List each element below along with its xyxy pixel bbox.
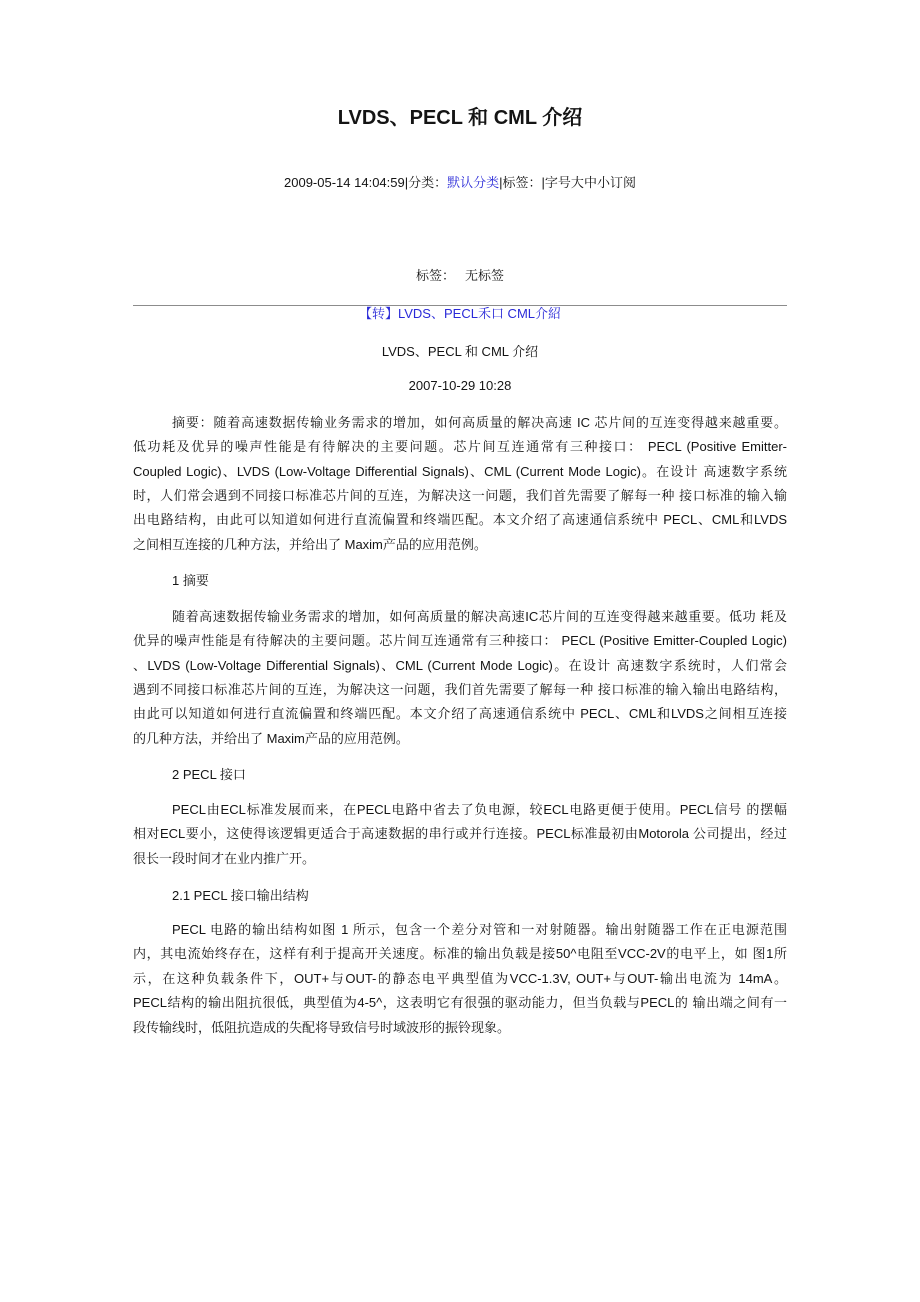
paragraph-line: 时，人们常会遇到不同接口标准芯片间的互连，为解决这一问题，我们首先需要了解每一种 接口标准的输入输 xyxy=(133,488,787,504)
font-size-medium-option[interactable]: 中 xyxy=(583,175,597,190)
paragraph-line: PECL由ECL标准发展而来，在PECL电路中省去了负电源，较ECL电路更便于使用。PECL信号 的摆幅 xyxy=(172,801,787,817)
font-size-small-option[interactable]: 小 xyxy=(596,175,610,190)
paragraph-line: 内，其电流始终存在，这样有利于提高开关速度。标准的输出负载是接50^电阻至VCC-2V的电平上，如 图1所 xyxy=(133,946,787,962)
article-title: LVDS、PECL 和 CML 介绍 xyxy=(381,344,539,359)
paragraph-line: PECL 电路的输出结构如图 1 所示，包含一个差分对管和一对射随器。输出射随器工作在正电源范围 xyxy=(172,921,787,937)
repost-title xyxy=(133,306,787,322)
post-datetime: 2009-05-14 14:04:59 xyxy=(284,175,405,190)
post-tags xyxy=(133,266,787,286)
tags-label: |标签： xyxy=(499,175,542,190)
font-size-large-option[interactable]: 大 xyxy=(570,175,584,190)
section-paragraph xyxy=(133,605,787,751)
subscribe-link[interactable]: 订阅 xyxy=(609,175,636,190)
paragraph-line: PECL结构的输出阻抗很低，典型值为4-5^，这表明它有很强的驱动能力，但当负载与PECL的 输出端之间有一 xyxy=(133,995,787,1011)
paragraph-line: 优异的噪声性能是有待解决的主要问题。芯片间互连通常有三种接口： PECL (Positive Emitter-Coupled Logic) xyxy=(133,633,787,649)
category-label: |分类： xyxy=(404,175,448,190)
page-title: LVDS、PECL 和 CML 介绍 xyxy=(337,107,583,129)
paragraph-line: 、LVDS (Low-Voltage Differential Signals)、CML (Current Mode Logic)。在设计 高速数字系统时，人们常会 xyxy=(133,657,787,673)
paragraph-line: 相对ECL要小，这使得该逻辑更适合于高速数据的串行或并行连接。PECL标准最初由Motorola 公司提出，经过 xyxy=(133,826,787,842)
section-paragraph xyxy=(133,798,787,871)
paragraph-line: 之间相互连接的几种方法，并给出了 Maxim产品的应用范例。 xyxy=(133,536,487,552)
tags-value: 无标签 xyxy=(465,268,505,283)
paragraph-line: 示，在这种负载条件下，OUT+与OUT-的静态电平典型值为VCC-1.3V, OUT+与OUT-输出电流为 14mA。 xyxy=(133,970,787,986)
paragraph-line: 低功耗及优异的噪声性能是有待解决的主要问题。芯片间互连通常有三种接口： PECL (Positive Emitter- xyxy=(133,439,787,455)
paragraph-line: Coupled Logic)、LVDS (Low-Voltage Differential Signals)、CML (Current Mode Logic)。在设计 高速数字系统 xyxy=(133,463,787,479)
blog-post-page xyxy=(133,0,787,1040)
category-link[interactable]: 默认分类 xyxy=(447,175,500,190)
tags-heading: 标签： xyxy=(415,268,455,283)
paragraph-line: 摘要：随着高速数据传输业务需求的增加，如何高质量的解决高速 IC 芯片间的互连变得越来越重要。 xyxy=(172,414,787,430)
article-date: 2007-10-29 10:28 xyxy=(408,378,512,393)
abstract-paragraph xyxy=(133,411,787,557)
paragraph-line: 很长一段时间才在业内推广开。 xyxy=(133,850,316,866)
paragraph-line: 段传输线时，低阻抗造成的失配将导致信号时域波形的振铃现象。 xyxy=(133,1019,511,1035)
paragraph-line: 的几种方法，并给出了 Maxim产品的应用范例。 xyxy=(133,730,409,746)
section-heading: 1 摘要 xyxy=(172,572,209,588)
paragraph-line: 出电路结构，由此可以知道如何进行直流偏置和终端匹配。本文介绍了高速通信系统中 PECL、CML和LVDS xyxy=(133,512,787,528)
section-paragraph xyxy=(133,918,787,1040)
section-heading: 2 PECL 接口 xyxy=(172,766,246,782)
paragraph-line: 由此可以知道如何进行直流偏置和终端匹配。本文介绍了高速通信系统中 PECL、CML和LVDS之间相互连接 xyxy=(133,706,787,722)
paragraph-line: 遇到不同接口标准芯片间的互连，为解决这一问题，我们首先需要了解每一种 接口标准的输入输出电路结构， xyxy=(133,682,787,698)
repost-title-link[interactable]: 【转】LVDS、PECL禾口 CML介紹 xyxy=(358,306,561,321)
post-meta xyxy=(133,173,787,193)
section-heading: 2.1 PECL 接口输出结构 xyxy=(172,887,309,903)
font-size-label: |字号 xyxy=(541,175,571,190)
paragraph-line: 随着高速数据传输业务需求的增加，如何高质量的解决高速IC芯片间的互连变得越来越重要。低功 耗及 xyxy=(172,608,787,624)
